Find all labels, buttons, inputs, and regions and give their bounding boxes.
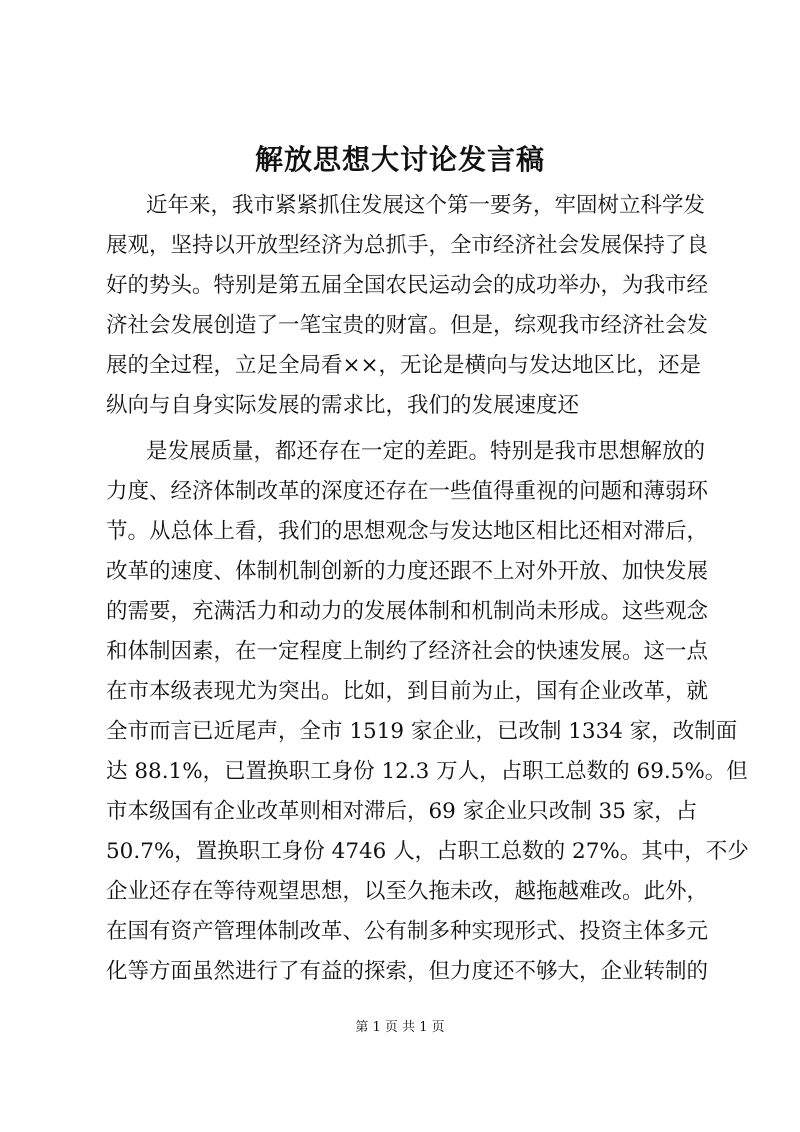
page-title: 解放思想大讨论发言稿 bbox=[254, 143, 545, 176]
text-line: 全市而言已近尾声，全市 1519 家企业，已改制 1334 家，改制面 bbox=[106, 719, 738, 744]
paragraph bbox=[106, 432, 749, 992]
text-line: 化等方面虽然进行了有益的探索，但力度还不够大，企业转制的 bbox=[106, 959, 709, 984]
text-line: 50.7%，置换职工身份 4746 人，占职工总数的 27%。其中，不少 bbox=[106, 839, 749, 864]
text-line: 在国有资产管理体制改革、公有制多种实现形式、投资主体多元 bbox=[106, 919, 709, 944]
text-line: 在市本级表现尤为突出。比如，到目前为止，国有企业改革，就 bbox=[106, 679, 709, 704]
text-line: 改革的速度、体制机制创新的力度还跟不上对外开放、加快发展 bbox=[106, 559, 709, 584]
text-line: 力度、经济体制改革的深度还存在一些值得重视的问题和薄弱环 bbox=[106, 479, 709, 504]
text-line: 的需要，充满活力和动力的发展体制和机制尚未形成。这些观念 bbox=[106, 599, 709, 624]
text-line: 市本级国有企业改革则相对滞后，69 家企业只改制 35 家，占 bbox=[106, 799, 698, 824]
text-line: 是发展质量，都还存在一定的差距。特别是我市思想解放的 bbox=[146, 439, 706, 464]
text-line: 展观，坚持以开放型经济为总抓手，全市经济社会发展保持了良 bbox=[106, 233, 709, 258]
text-line: 企业还存在等待观望思想，以至久拖未改，越拖越难改。此外， bbox=[106, 879, 709, 904]
text-line: 好的势头。特别是第五届全国农民运动会的成功举办，为我市经 bbox=[106, 273, 709, 298]
text-line: 和体制因素，在一定程度上制约了经济社会的快速发展。这一点 bbox=[106, 639, 709, 664]
text-line: 节。从总体上看，我们的思想观念与发达地区相比还相对滞后， bbox=[106, 519, 709, 544]
text-line: 达 88.1%，已置换职工身份 12.3 万人，占职工总数的 69.5%。但 bbox=[106, 759, 748, 784]
page-footer: 第 1 页 共 1 页 bbox=[355, 1020, 445, 1035]
text-line: 纵向与自身实际发展的需求比，我们的发展速度还 bbox=[106, 393, 580, 418]
text-line: 济社会发展创造了一笔宝贵的财富。但是，综观我市经济社会发 bbox=[106, 313, 709, 338]
document-body bbox=[106, 186, 749, 992]
paragraph bbox=[106, 186, 709, 426]
text-line: 展的全过程，立足全局看××，无论是横向与发达地区比，还是 bbox=[106, 353, 702, 378]
text-line: 近年来，我市紧紧抓住发展这个第一要务，牢固树立科学发 bbox=[146, 193, 706, 218]
